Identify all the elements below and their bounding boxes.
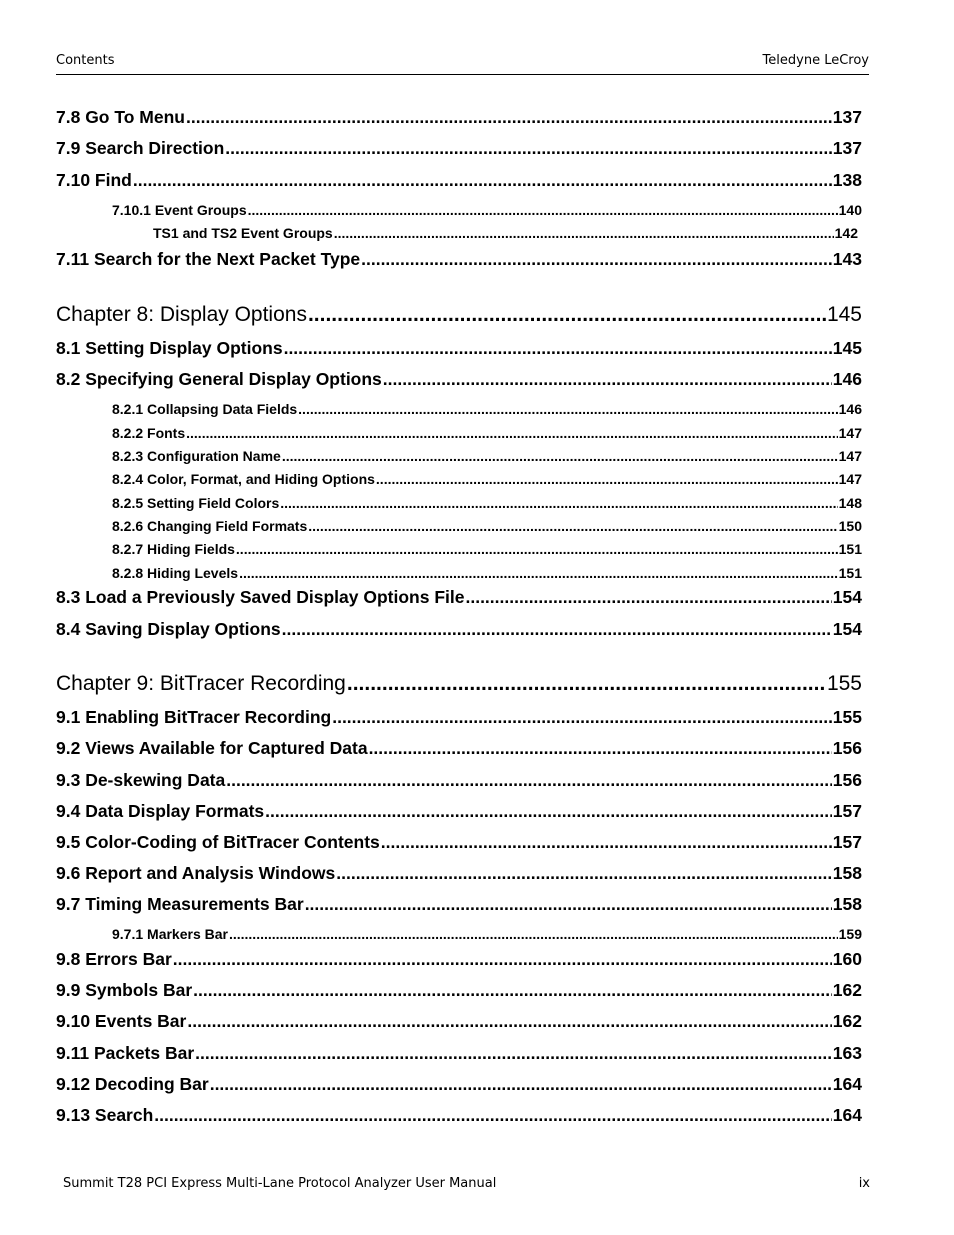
toc-entry-title: 8.2.1 Collapsing Data Fields (112, 401, 298, 417)
toc-entry[interactable] (112, 202, 862, 218)
toc-entry-page: 137 (832, 138, 862, 158)
toc-entry-title: 8.2.8 Hiding Levels (112, 565, 239, 581)
footer-manual-title: Summit T28 PCI Express Multi-Lane Protocol Analyzer User Manual (63, 1176, 497, 1191)
toc-entry-page: 162 (832, 980, 862, 1000)
toc-entry-page: 148 (838, 495, 862, 511)
toc-entry-page: 145 (832, 338, 862, 358)
toc-entry[interactable] (56, 170, 862, 191)
toc-entry-title: 9.12 Decoding Bar (56, 1074, 209, 1094)
toc-entry-page: 147 (838, 471, 862, 487)
toc-entry-page: 157 (832, 801, 862, 821)
toc-entry-title: 9.5 Color-Coding of BitTracer Contents (56, 832, 380, 852)
toc-entry-page: 137 (832, 107, 862, 127)
toc-entry-page: 155 (826, 672, 862, 695)
toc-leader (133, 170, 832, 191)
toc-entry-page: 140 (838, 202, 862, 218)
toc-entry[interactable] (153, 225, 858, 241)
toc-entry-title: 9.7 Timing Measurements Bar (56, 894, 304, 914)
toc-entry[interactable] (56, 369, 862, 390)
toc-entry-title: 8.2.4 Color, Format, and Hiding Options (112, 471, 375, 487)
toc-entry-page: 160 (832, 949, 862, 969)
toc-entry[interactable] (56, 587, 862, 608)
toc-entry-page: 146 (838, 401, 862, 417)
toc-entry-page: 138 (832, 170, 862, 190)
toc-chapter-entry[interactable] (56, 672, 862, 696)
toc-leader (187, 1011, 831, 1032)
toc-entry[interactable] (56, 949, 862, 970)
toc-leader (226, 770, 832, 791)
toc-entry-title: 9.6 Report and Analysis Windows (56, 863, 336, 883)
toc-entry-page: 156 (832, 738, 862, 758)
toc-entry-title: 9.7.1 Markers Bar (112, 926, 228, 942)
toc-leader (361, 249, 832, 270)
toc-entry-title: 7.10.1 Event Groups (112, 202, 247, 218)
toc-entry-title: 9.2 Views Available for Captured Data (56, 738, 368, 758)
toc-entry-title: 9.8 Errors Bar (56, 949, 172, 969)
toc-entry-title: 9.3 De-skewing Data (56, 770, 226, 790)
toc-entry-page: 145 (826, 303, 862, 326)
toc-entry[interactable] (112, 495, 862, 511)
toc-leader (186, 107, 832, 128)
toc-entry-page: 158 (832, 894, 862, 914)
toc-leader (369, 738, 832, 759)
toc-entry-title: 7.8 Go To Menu (56, 107, 185, 127)
toc-entry-page: 157 (832, 832, 862, 852)
toc-leader (381, 832, 832, 853)
toc-leader (298, 401, 837, 417)
toc-leader (210, 1074, 832, 1095)
toc-entry-page: 154 (832, 619, 862, 639)
toc-entry-page: 163 (832, 1043, 862, 1063)
toc-entry-page: 146 (832, 369, 862, 389)
toc-entry-page: 158 (832, 863, 862, 883)
toc-entry-page: 142 (834, 225, 858, 241)
toc-entry[interactable] (112, 401, 862, 417)
toc-entry[interactable] (112, 565, 862, 581)
toc-entry[interactable] (56, 1043, 862, 1064)
toc-leader (305, 894, 832, 915)
toc-entry[interactable] (56, 107, 862, 128)
toc-entry-title: 8.2.6 Changing Field Formats (112, 518, 308, 534)
toc-entry[interactable] (112, 448, 862, 464)
toc-entry[interactable] (56, 249, 862, 270)
toc-entry[interactable] (112, 926, 862, 942)
toc-entry[interactable] (112, 425, 862, 441)
toc-leader (173, 949, 832, 970)
toc-entry-page: 151 (838, 541, 862, 557)
toc-leader (248, 202, 838, 218)
toc-entry-title: 8.2 Specifying General Display Options (56, 369, 382, 389)
toc-entry[interactable] (56, 138, 862, 159)
toc-leader (193, 980, 832, 1001)
toc-entry-title: TS1 and TS2 Event Groups (153, 225, 333, 241)
toc-leader (265, 801, 832, 822)
toc-chapter-entry[interactable] (56, 303, 862, 327)
toc-entry-page: 147 (838, 425, 862, 441)
toc-leader (280, 495, 837, 511)
toc-entry-page: 156 (832, 770, 862, 790)
toc-chapter-title: Chapter 8: Display Options (56, 303, 307, 326)
toc-entry-page: 162 (832, 1011, 862, 1031)
toc-entry[interactable] (56, 738, 862, 759)
toc-leader (236, 541, 838, 557)
toc-entry-title: 9.1 Enabling BitTracer Recording (56, 707, 332, 727)
toc-entry-page: 154 (832, 587, 862, 607)
header-company-name: Teledyne LeCroy (762, 53, 869, 68)
toc-entry[interactable] (56, 1011, 862, 1032)
toc-entry-page: 143 (832, 249, 862, 269)
toc-entry-page: 147 (838, 448, 862, 464)
toc-leader (282, 619, 832, 640)
footer-page-number: ix (858, 1176, 870, 1191)
toc-entry-title: 7.10 Find (56, 170, 132, 190)
toc-leader (347, 672, 826, 696)
toc-entry[interactable] (112, 471, 862, 487)
toc-entry[interactable] (56, 832, 862, 853)
toc-leader (383, 369, 832, 390)
toc-leader (332, 707, 832, 728)
toc-entry-title: 9.11 Packets Bar (56, 1043, 195, 1063)
toc-entry[interactable] (56, 1105, 862, 1126)
toc-entry[interactable] (56, 1074, 862, 1095)
toc-entry-title: 7.9 Search Direction (56, 138, 225, 158)
toc-leader (186, 425, 838, 441)
toc-entry-title: 8.2.5 Setting Field Colors (112, 495, 280, 511)
toc-leader (282, 448, 838, 464)
toc-leader (336, 863, 832, 884)
toc-entry[interactable] (56, 863, 862, 884)
header-section-title: Contents (56, 53, 115, 68)
toc-entry-title: 8.2.7 Hiding Fields (112, 541, 235, 557)
toc-leader (308, 518, 837, 534)
toc-entry-title: 9.13 Search (56, 1105, 154, 1125)
toc-entry-page: 164 (832, 1105, 862, 1125)
toc-entry-title: 8.1 Setting Display Options (56, 338, 283, 358)
toc-entry[interactable] (56, 801, 862, 822)
toc-chapter-title: Chapter 9: BitTracer Recording (56, 672, 346, 695)
toc-leader (154, 1105, 832, 1126)
toc-entry-page: 151 (838, 565, 862, 581)
toc-entry[interactable] (56, 338, 862, 359)
toc-entry[interactable] (112, 541, 862, 557)
toc-leader (308, 303, 826, 327)
toc-leader (239, 565, 838, 581)
toc-entry-page: 159 (838, 926, 862, 942)
toc-entry-page: 150 (838, 518, 862, 534)
toc-leader (195, 1043, 832, 1064)
toc-entry-title: 8.4 Saving Display Options (56, 619, 281, 639)
toc-entry-title: 9.9 Symbols Bar (56, 980, 193, 1000)
toc-entry-title: 8.2.2 Fonts (112, 425, 186, 441)
toc-entry-title: 8.2.3 Configuration Name (112, 448, 281, 464)
toc-entry-page: 164 (832, 1074, 862, 1094)
toc-leader (465, 587, 831, 608)
toc-leader (376, 471, 838, 487)
toc-entry-title: 8.3 Load a Previously Saved Display Options File (56, 587, 465, 607)
toc-entry-title: 7.11 Search for the Next Packet Type (56, 249, 361, 269)
toc-entry[interactable] (56, 619, 862, 640)
toc-entry[interactable] (56, 894, 862, 915)
toc-leader (225, 138, 832, 159)
toc-entry[interactable] (56, 707, 862, 728)
toc-entry-page: 155 (832, 707, 862, 727)
toc-entry[interactable] (56, 980, 862, 1001)
toc-leader (334, 225, 834, 241)
toc-entry[interactable] (112, 518, 862, 534)
toc-leader (284, 338, 832, 359)
toc-entry[interactable] (56, 770, 862, 791)
toc-entry-title: 9.4 Data Display Formats (56, 801, 265, 821)
toc-entry-title: 9.10 Events Bar (56, 1011, 187, 1031)
toc-leader (229, 926, 838, 942)
